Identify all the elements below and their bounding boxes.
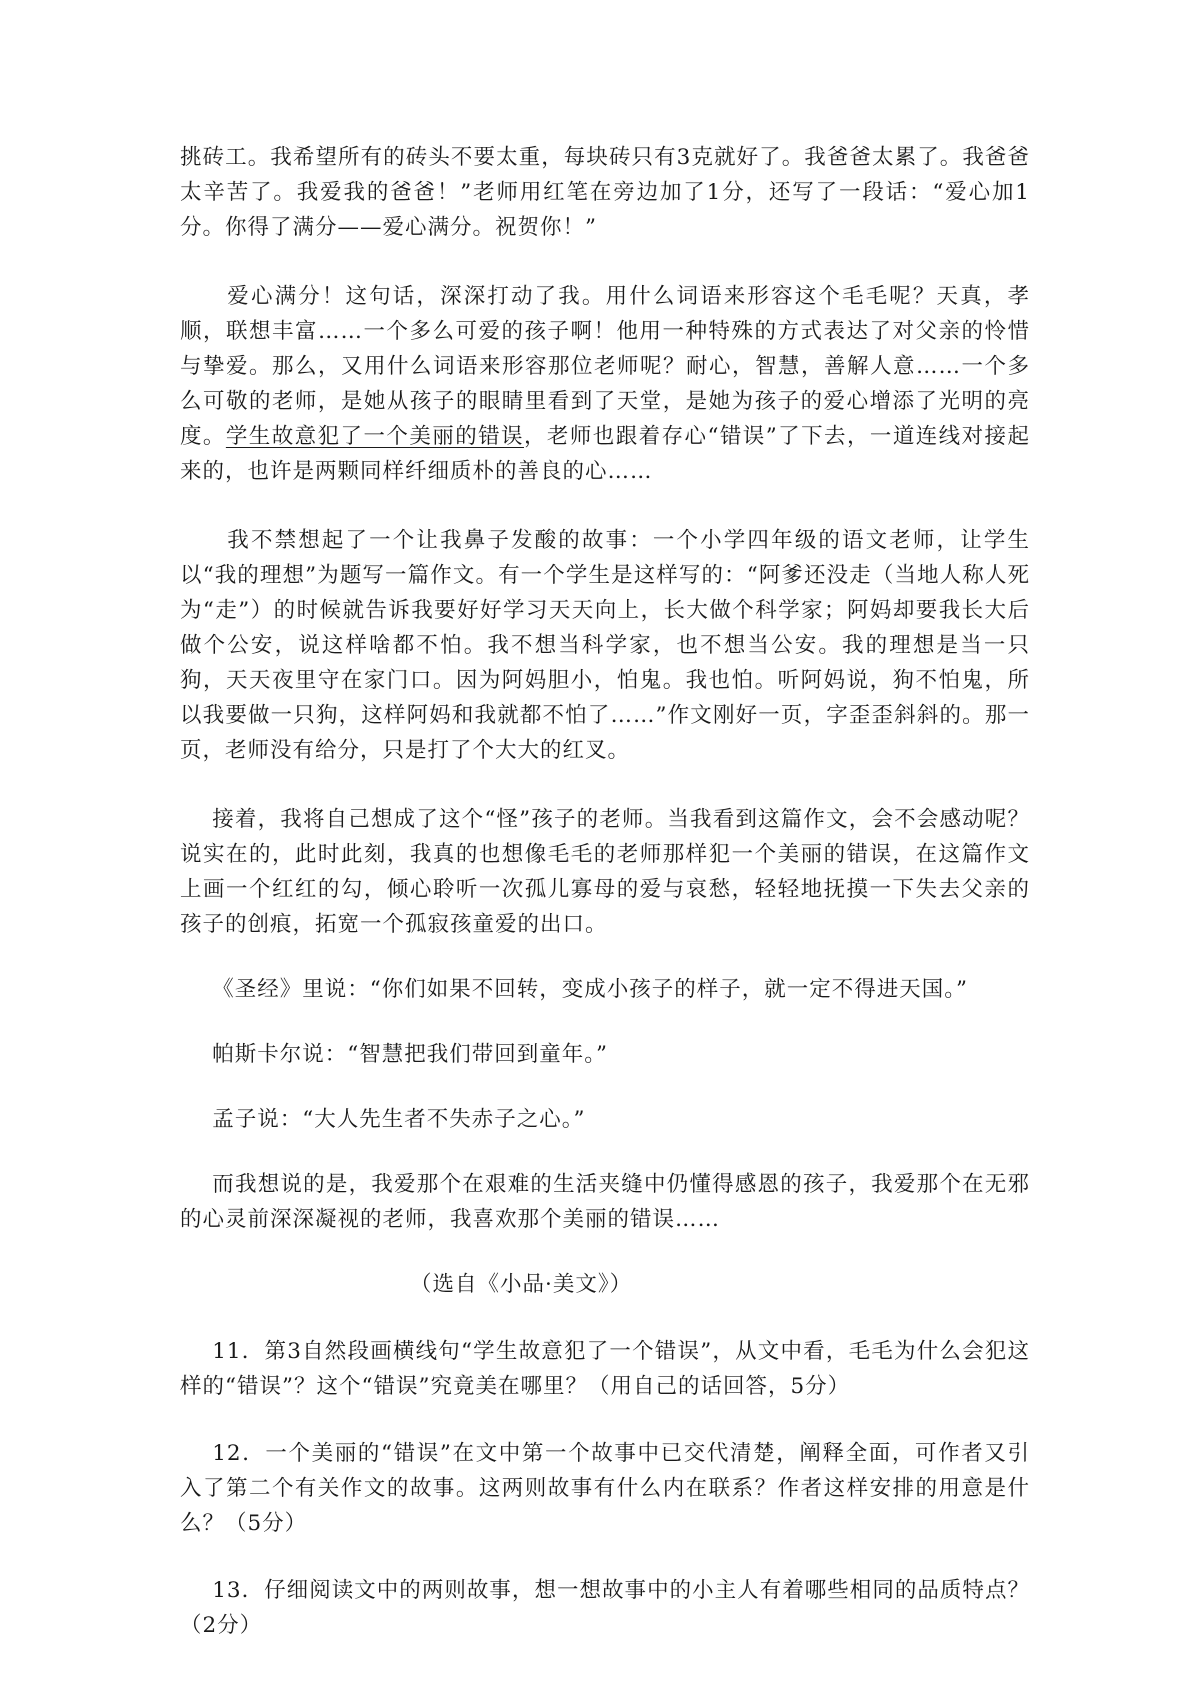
quote-pascal: 帕斯卡尔说：“智慧把我们带回到童年。” — [212, 1042, 608, 1067]
document-page — [180, 140, 1030, 1643]
quote-bible: 《圣经》里说：“你们如果不回转，变成小孩子的样子，就一定不得进天国。” — [212, 977, 968, 1002]
paragraph-text: ，老师也跟着存心“错误”了下去，一道连线对接起来的，也许是两颗同样纤细质朴的善良的心…… — [180, 424, 1030, 484]
paragraph-second-story: 我不禁想起了一个让我鼻子发酸的故事：一个小学四年级的语文老师，让学生以“我的理想”为题写一篇作文。有一个学生是这样写的：“阿爹还没走（当地人称人死为“走”）的时候就告诉我要好好学习天天向上，长大做个科学家；阿妈却要我长大后做个公安，说这样啥都不怕。我不想当科学家，也不想当公安。我的理想是当一只狗，天天夜里守在家门口。因为阿妈胆小，怕鬼。我也怕。听阿妈说，狗不怕鬼，所以我要做一只狗，这样阿妈和我就都不怕了……”作文刚好一页，字歪歪斜斜的。那一页，老师没有给分，只是打了个大大的红叉。 — [180, 528, 1030, 763]
underlined-sentence: 学生故意犯了一个美丽的错误 — [225, 424, 524, 449]
paragraph-conclusion: 而我想说的是，我爱那个在艰难的生活夹缝中仍懂得感恩的孩子，我爱那个在无邪的心灵前深深凝视的老师，我喜欢那个美丽的错误…… — [180, 1172, 1030, 1232]
paragraph-text: 爱心满分！这句话，深深打动了我。用什么词语来形容这个毛毛呢？天真，孝顺，联想丰富……一个多么可爱的孩子啊！他用一种特殊的方式表达了对父亲的怜惜与挚爱。那么，又用什么词语来形容那位老师呢？耐心，智慧，善解人意……一个多么可敬的老师，是她从孩子的眼睛里看到了天堂，是她为孩子的爱心增添了光明的亮度。 — [180, 284, 1030, 449]
paragraph-reflection: 接着，我将自己想成了这个“怪”孩子的老师。当我看到这篇作文，会不会感动呢？说实在的，此时此刻，我真的也想像毛毛的老师那样犯一个美丽的错误，在这篇作文上画一个红红的勾，倾心聆听一次孤儿寡母的爱与哀愁，轻轻地抚摸一下失去父亲的孩子的创痕，拓宽一个孤寂孩童爱的出口。 — [180, 807, 1030, 937]
question-11: 11．第3自然段画横线句“学生故意犯了一个错误”，从文中看，毛毛为什么会犯这样的“错误”？这个“错误”究竟美在哪里？（用自己的话回答，5分） — [180, 1339, 1030, 1399]
question-12: 12．一个美丽的“错误”在文中第一个故事中已交代清楚，阐释全面，可作者又引入了第二个有关作文的故事。这两则故事有什么内在联系？作者这样安排的用意是什么？（5分） — [180, 1441, 1030, 1536]
quote-mencius: 孟子说：“大人先生者不失赤子之心。” — [212, 1107, 586, 1132]
question-13: 13．仔细阅读文中的两则故事，想一想故事中的小主人有着哪些相同的品质特点？（2分） — [180, 1578, 1030, 1638]
paragraph-love-full-score — [180, 279, 1030, 489]
paragraph-continuation: 挑砖工。我希望所有的砖头不要太重，每块砖只有3克就好了。我爸爸太累了。我爸爸太辛苦了。我爱我的爸爸！”老师用红笔在旁边加了1分，还写了一段话：“爱心加1分。你得了满分——爱心满分。祝贺你！” — [180, 145, 1030, 240]
source-citation: （选自《小品·美文》） — [410, 1272, 633, 1297]
